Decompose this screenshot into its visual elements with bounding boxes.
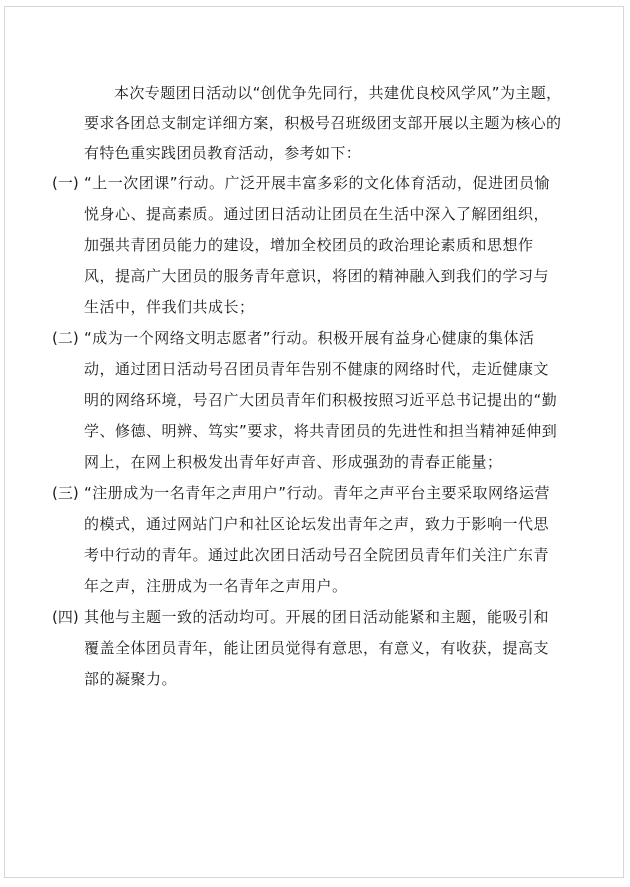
item-number-4: (四): [52, 608, 79, 626]
intro-paragraph: 本次专题团日活动以“创优争先同行，共建优良校风学风”为主题，要求各团总支制定详细方案，积极号召班级团支部开展以主题为核心的有特色重实践团员教育活动，参考如下：: [84, 84, 562, 162]
list-item-4: [52, 602, 564, 695]
item-number-2: (二): [52, 329, 79, 347]
document-body: [52, 78, 564, 695]
list-item-1: [52, 168, 564, 323]
item-text-1: “上一次团课”行动。广泛开展丰富多彩的文化体育活动，促进团员愉悦身心、提高素质。通过团日活动让团员在生活中深入了解团组织，加强共青团员能力的建设，增加全校团员的政治理论素质和思想作风，提高广大团员的服务青年意识，将团的精神融入到我们的学习与生活中，伴我们共成长；: [84, 174, 551, 316]
item-number-1: (一): [52, 174, 79, 192]
item-text-2: “成为一个网络文明志愿者”行动。积极开展有益身心健康的集体活动，通过团日活动号召团员青年告别不健康的网络时代，走近健康文明的网络环境，号召广大团员青年们积极按照习近平总书记提出的“勤学、修德、明辨、笃实”要求，将共青团员的先进性和担当精神延伸到网上，在网上积极发出青年好声音、形成强劲的青春正能量；: [84, 329, 558, 471]
item-text-4: 其他与主题一致的活动均可。开展的团日活动能紧和主题，能吸引和覆盖全体团员青年，能让团员觉得有意思，有意义，有收获，提高支部的凝聚力。: [84, 608, 550, 688]
list-item-3: [52, 478, 564, 602]
list-item-2: [52, 323, 564, 478]
item-text-3: “注册成为一名青年之声用户”行动。青年之声平台主要采取网络运营的模式，通过网站门户和社区论坛发出青年之声，致力于影响一代思考中行动的青年。通过此次团日活动号召全院团员青年们关注广东青年之声，注册成为一名青年之声用户。: [84, 484, 551, 595]
item-number-3: (三): [52, 484, 79, 502]
